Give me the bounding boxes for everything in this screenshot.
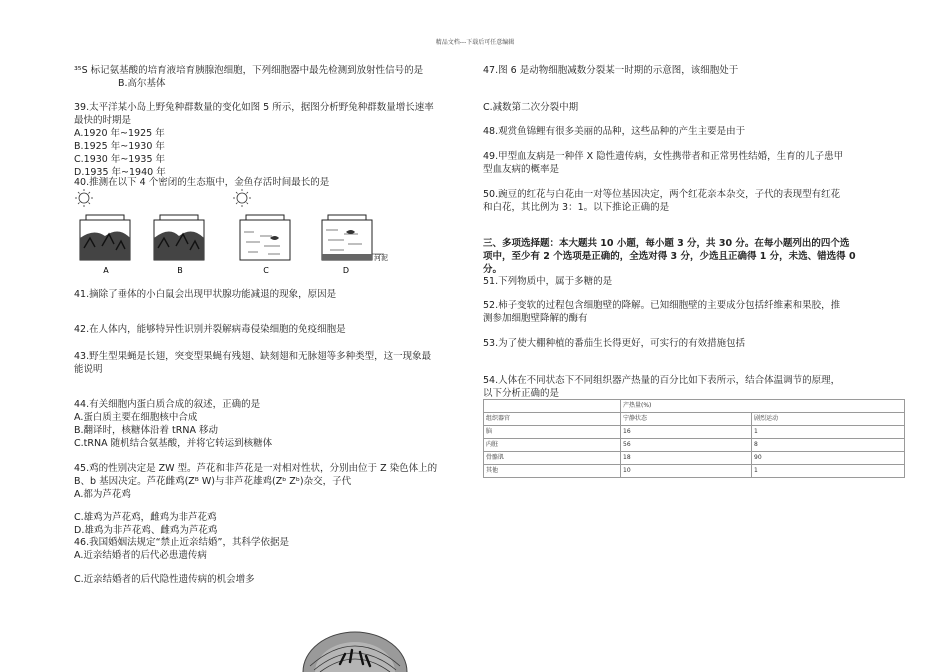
question-54: 54.人体在不同状态下不同组织器产热量的百分比如下表所示，结合体温调节的原理， 以下分析正确的是 (483, 375, 841, 399)
question-53: 53.为了使大棚种植的番茄生长得更好，可实行的有效措施包括 (483, 338, 746, 349)
table-row: 其他 10 1 (484, 465, 905, 478)
table-row: 内脏 56 8 (484, 439, 905, 452)
group-header: 产热量(%) (621, 400, 905, 413)
question-45: 45.鸡的性别决定是 ZW 型。芦花和非芦花是一对相对性状，分别由位于 Z 染色体上的 B、b 基因决定。芦花雌鸡(Zᴮ W)与非芦花雄鸡(Zᵇ Zᵇ)杂交，子代 A.都为芦花鸡 (74, 463, 438, 500)
question-52: 52.柿子变软的过程包含细胞壁的降解。已知细胞壁的主要成分包括纤维素和果胶，推 测参加细胞壁降解的酶有 (483, 300, 841, 324)
jar-label-a: A (103, 266, 109, 275)
jar-c (240, 215, 290, 260)
mud-label: 河泥 (374, 254, 388, 262)
col-rest-header: 宁静状态 (621, 413, 752, 426)
question-39: 39.太平洋某小岛上野兔种群数量的变化如图 5 所示，据图分析野兔种群数量增长速率 最快的时期是 A.1920 年~1925 年 B.1925 年~1930 年 C.1930 年~1935 年 D.1935 年~1940 年 (74, 102, 434, 178)
question-50: 50.豌豆的红花与白花由一对等位基因决定，两个红花亲本杂交，子代的表现型有红花 和白花，其比例为 3：1。以下推论正确的是 (483, 189, 841, 213)
question-38: ³⁵S 标记氨基酸的培育液培育胰腺泡细胞，下列细胞器中最先检测到放射性信号的是 B.高尔基体 (74, 65, 424, 89)
page-header: 精品文档---下载后可任意编辑 (435, 39, 515, 46)
question-48: 48.观赏鱼锦鲤有很多美丽的品种，这些品种的产生主要是由于 (483, 126, 746, 137)
jar-label-c: C (263, 266, 269, 275)
sun-icon (233, 189, 251, 207)
heat-production-table (483, 399, 905, 478)
question-47-option-c: C.减数第二次分裂中期 (483, 102, 579, 113)
table-row: 脑 16 1 (484, 426, 905, 439)
question-47: 47.图 6 是动物细胞减数分裂某一时期的示意图，该细胞处于 (483, 65, 739, 76)
question-44: 44.有关细胞内蛋白质合成的叙述，正确的是 A.蛋白质主要在细胞核中合成 B.翻译时，核糖体沿着 tRNA 移动 C.tRNA 随机结合氨基酸，并将它转运到核糖体 (74, 399, 273, 449)
question-43: 43.野生型果蝇是长翅，突变型果蝇有残翅、缺刻翅和无脉翅等多种类型，这一现象最 能说明 (74, 351, 432, 375)
table-header-row (484, 413, 905, 426)
question-46: 46.我国婚姻法规定“禁止近亲结婚”，其科学依据是 A.近亲结婚者的后代必患遗传病 (74, 537, 289, 561)
jar-d (322, 215, 372, 260)
col-organ-header: 组织器官 (484, 413, 621, 426)
section-three-heading: 三、多项选择题：本大题共 10 小题，每小题 3 分，共 30 分。在每小题列出的四个选 项中，至少有 2 个选项是正确的，全选对得 3 分，少选且正确得 1 分，未选、错选得 0 分。 (483, 238, 856, 275)
question-45-options: C.雄鸡为芦花鸡，雌鸡为非芦花鸡 D.雄鸡为非芦花鸡、雌鸡为芦花鸡 (74, 512, 218, 536)
table-row: 骨骼肌 18 90 (484, 452, 905, 465)
jar-label-d: D (342, 266, 350, 275)
question-49: 49.甲型血友病是一种伴 X 隐性遗传病，女性携带者和正常男性结婚，生育的儿子患甲 型血友病的概率是 (483, 151, 844, 175)
jar-a (80, 215, 130, 260)
question-40: 40.推测在以下 4 个密闭的生态瓶中，金鱼存活时间最长的是 (74, 177, 330, 188)
jar-b (154, 215, 204, 260)
cell-division-figure (300, 626, 410, 672)
jar-label-b: B (177, 266, 183, 275)
col-exercise-header: 剧烈运动 (752, 413, 905, 426)
question-51: 51.下列物质中，属于多糖的是 (483, 276, 613, 287)
question-42: 42.在人体内，能够特异性识别并裂解病毒侵染细胞的免疫细胞是 (74, 324, 346, 335)
table-header-row (484, 400, 905, 413)
question-46-option-c: C.近亲结婚者的后代隐性遗传病的机会增多 (74, 574, 255, 585)
sun-icon (75, 189, 93, 207)
question-41: 41.摘除了垂体的小白鼠会出现甲状腺功能减退的现象，原因是 (74, 289, 337, 300)
eco-bottle-figure (74, 188, 394, 278)
